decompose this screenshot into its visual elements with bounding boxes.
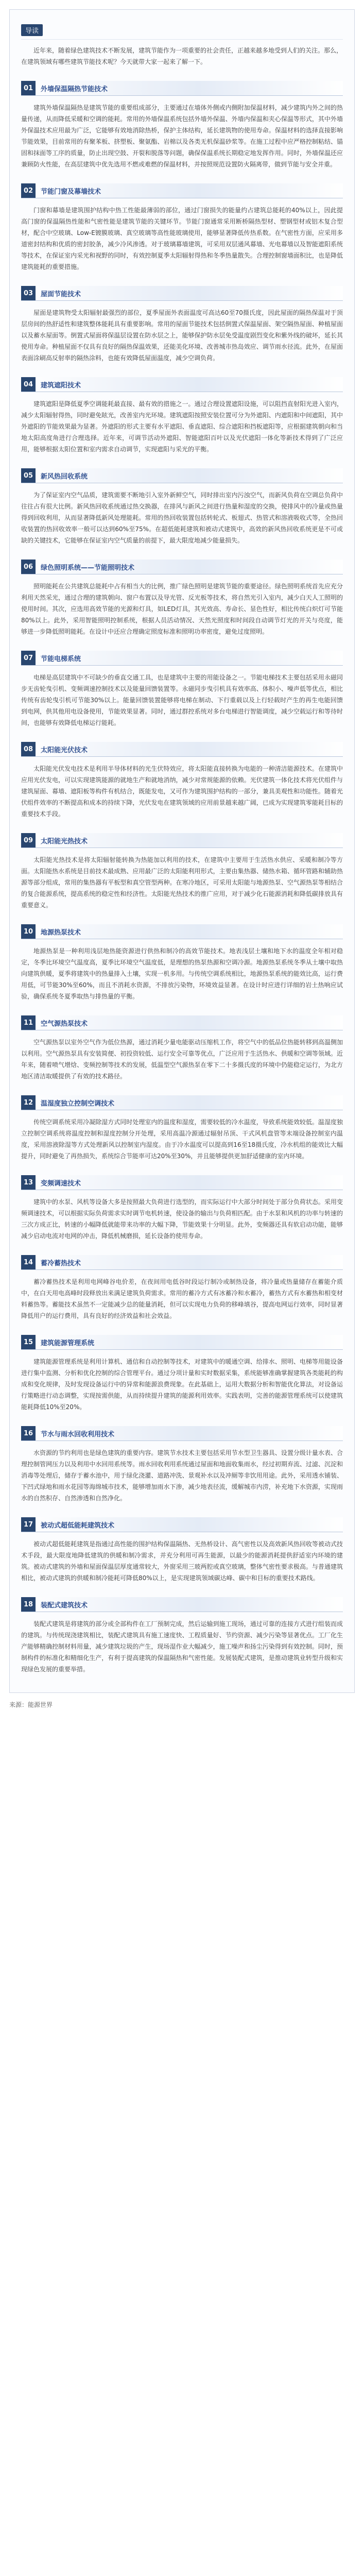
section-number-badge: 05 — [21, 468, 36, 483]
section-number-badge: 03 — [21, 286, 36, 300]
article-section — [21, 1095, 343, 1162]
section-body: 照明能耗在公共建筑总能耗中占有相当大的比例，推广绿色照明是建筑节能的重要途径。绿色照明系统首先应充分利用天然采光，通过合理的建筑朝向、窗户布置以及导光管、反光板等技术，将自然光引入室内，减少白天人工照明的使用时间。其次，应选用高效节能的光源和灯具，如LED灯具，其光效高、寿命长、显色性好，相比传统白炽灯可节能80%以上。此外，采用智能照明控制系统，根据人员活动情况、天然光照度和时间段自动调节灯光的开关与亮度，能够进一步降低照明能耗。在设计中还应合理确定照度标准和照明功率密度，避免过度照明。 — [21, 583, 343, 635]
section-header — [21, 1517, 343, 1532]
section-body: 屋面是建筑物受太阳辐射最强烈的部位，夏季屋面外表面温度可高达60至70摄氏度，因此屋面的隔热保温对于顶层房间的热舒适性和建筑整体能耗具有重要影响。常用的屋面节能技术包括倒置式保温屋面、架空隔热屋面、种植屋面以及蓄水屋面等。倒置式屋面将保温层设置在防水层之上，能够保护防水层免受温度剧烈变化和紫外线的破坏，延长其使用寿命。种植屋面不仅具有良好的隔热保温效果，还能美化环境、改善城市热岛效应、调节雨水径流。此外，在屋面表面涂刷高反射率的隔热涂料，也能有效降低屋面温度，减少空调负荷。 — [21, 309, 343, 362]
section-number-badge: 17 — [21, 1517, 36, 1532]
section-header — [21, 377, 343, 392]
article-section — [21, 377, 343, 455]
section-body: 地源热泵是一种利用浅层地热能资源进行供热和制冷的高效节能技术。地表浅层土壤和地下水的温度全年相对稳定，冬季比环境空气温度高，夏季比环境空气温度低，是理想的热泵热源和空调冷源。地源热泵系统冬季从土壤中取热向建筑供暖，夏季将建筑中的热量排入土壤，实现一机多用。与传统空调系统相比，地源热泵系统的能效比高，运行费用低，可节能30%至60%，而且不消耗水资源，不排放污染物，环境效益显著。在设计时应进行详细的岩土热响应试验，确保系统冬夏季取热与排热量的平衡。 — [21, 947, 343, 1000]
article-section — [21, 651, 343, 728]
section-title: 建筑能源管理系统 — [41, 1339, 95, 1347]
footer-source-name: 能源世界 — [28, 1701, 53, 1708]
section-header — [21, 1015, 343, 1030]
section-number-badge: 07 — [21, 651, 36, 665]
article-card — [9, 9, 355, 1693]
section-title: 屋面节能技术 — [41, 290, 81, 298]
article-section — [21, 1015, 343, 1082]
section-number-badge: 15 — [21, 1335, 36, 1349]
section-number-badge: 08 — [21, 742, 36, 756]
section-title: 节水与雨水回收利用技术 — [41, 1430, 115, 1438]
section-body: 建筑能源管理系统是利用计算机、通信和自动控制等技术，对建筑中的暖通空调、给排水、照明、电梯等用能设备进行集中监测、分析和优化控制的综合管理平台。通过分项计量和实时数据采集，系统能够准确掌握建筑各类能耗的构成和变化规律，及时发现设备运行中的异常和能源浪费现象。在此基础上，运用大数据分析和智能优化算法，对设备运行策略进行动态调整，实现按需供能，从而持续提升建筑的能源利用效率。实践表明，完善的能源管理系统可以使建筑能耗降低10%至20%。 — [21, 1358, 343, 1411]
section-body: 太阳能光热技术是将太阳辐射能转换为热能加以利用的技术，在建筑中主要用于生活热水供应、采暖和制冷等方面。太阳能热水系统是目前技术最成熟、应用最广泛的太阳能利用形式，主要由集热器、储热水箱、循环管路和辅助热源等部分组成，常用的集热器有平板型和真空管型两种。在寒冷地区，可采用太阳能与地源热泵、空气源热泵等相结合的复合能源系统，提高系统的稳定性和经济性。太阳能光热技术的推广应用，对于减少化石能源消耗和降低碳排放具有重要意义。 — [21, 856, 343, 909]
article-section — [21, 742, 343, 820]
intro-header — [21, 24, 343, 40]
section-title: 被动式超低能耗建筑技术 — [41, 1521, 115, 1530]
section-title: 节能电梯系统 — [41, 655, 81, 663]
article-section — [21, 833, 343, 911]
section-header — [21, 1175, 343, 1190]
section-body: 被动式超低能耗建筑是指通过高性能的围护结构保温隔热、无热桥设计、高气密性以及高效新风热回收等被动式技术手段，最大限度地降低建筑的供暖和制冷需求，并充分利用可再生能源，以最少的能源消耗提供舒适室内环境的建筑。被动式建筑的外墙和屋面保温层厚度通常较大，外窗采用三玻两腔或真空玻璃，整体气密性要求极高。与普通建筑相比，被动式建筑的供暖和制冷能耗可降低80%以上，是实现建筑领域碳达峰、碳中和目标的重要技术路线。 — [21, 1540, 343, 1582]
section-body: 建筑外墙保温隔热是建筑节能的重要组成部分，主要通过在墙体外侧或内侧附加保温材料，减少建筑内外之间的热量传递，从而降低采暖和空调的能耗。常用的外墙保温系统包括外墙外保温、外墙内保温和夹心保温等形式，其中外墙外保温技术应用最为广泛，它能够有效地消除热桥，保护主体结构，延长建筑物的使用寿命。保温材料的选择直接影响节能效果，目前常用的有聚苯板、挤塑板、聚氨酯、岩棉以及各类无机保温砂浆等。在施工过程中应严格控制粘结、锚固和抹面等工序的质量，防止出现空鼓、开裂和脱落等问题，确保保温系统长期稳定地发挥作用。同时，外墙保温还应兼顾防火性能，在高层建筑中优先选用不燃或难燃的保温材料，并按照规范设置防火隔离带，做到节能与安全并重。 — [21, 104, 343, 168]
section-title: 太阳能光伏技术 — [41, 746, 88, 754]
article-section — [21, 81, 343, 170]
section-body: 建筑遮阳是降低夏季空调能耗最直接、最有效的措施之一。通过合理设置遮阳设施，可以阻挡直射阳光进入室内，减少太阳辐射得热，同时避免眩光，改善室内光环境。建筑遮阳按照安装位置可分为外遮阳、内遮阳和中间遮阳，其中外遮阳的节能效果最为显著。外遮阳的形式主要有水平遮阳、垂直遮阳、综合遮阳和挡板遮阳等，应根据建筑朝向和当地太阳高度角进行合理选择。近年来，可调节活动外遮阳、智能遮阳百叶以及光伏遮阳一体化等新技术得到了广泛应用，能够根据太阳位置和室内需求自动调节，实现遮阳与采光的平衡。 — [21, 400, 343, 453]
section-title: 空气源热泵技术 — [41, 1020, 88, 1028]
section-number-badge: 13 — [21, 1175, 36, 1190]
section-header — [21, 742, 343, 757]
sections-container — [21, 81, 343, 1675]
section-body: 空气源热泵以室外空气作为低位热源，通过消耗少量电能驱动压缩机工作，将空气中的低品位热能转移到高温侧加以利用。空气源热泵具有安装简便、初投资较低、运行安全可靠等优点，广泛应用于生活热水、供暖和空调等领域。近年来，随着喷气增焓、变频控制等技术的发展，低温型空气源热泵在零下二十多摄氏度的环境中仍能稳定运行，为北方地区清洁取暖提供了有效的技术路径。 — [21, 1039, 343, 1080]
section-header — [21, 560, 343, 574]
footer-source — [9, 1700, 355, 1709]
section-title: 地源热泵技术 — [41, 928, 81, 937]
article-section — [21, 1597, 343, 1675]
footer-label: 来源： — [9, 1701, 28, 1708]
article-section — [21, 286, 343, 364]
intro-tag: 导读 — [21, 24, 43, 36]
section-body: 水资源的节约利用也是绿色建筑的重要内容。建筑节水技术主要包括采用节水型卫生器具、设置分级计量水表、合理控制管网压力以及利用中水回用系统等。雨水回收利用系统通过屋面和地面收集雨水，经过初期弃流、过滤、沉淀和消毒等处理后，储存于蓄水池中，用于绿化浇灌、道路冲洗、景观补水以及冲厕等非饮用用途。此外，采用透水铺装、下凹式绿地和雨水花园等海绵城市技术，能够增加雨水下渗，减少地表径流，缓解城市内涝，补充地下水资源，实现雨水的自然积存、自然渗透和自然净化。 — [21, 1449, 343, 1502]
section-number-badge: 18 — [21, 1597, 36, 1612]
section-title: 太阳能光热技术 — [41, 837, 88, 845]
section-body: 电梯是高层建筑中不可缺少的垂直交通工具，也是建筑中主要的用能设备之一。节能电梯技术主要包括采用永磁同步无齿轮曳引机、变频调速控制技术以及能量回馈装置等。永磁同步曳引机具有效率高、体积小、噪声低等优点，相比传统有齿轮曳引机可节能30%以上。能量回馈装置能够将电梯在制动、下行重载以及上行轻载时产生的再生电能回馈到电网，供其他用电设备使用，节能效果显著。同时，通过群控系统对多台电梯进行智能调度，减少空载运行和等待时间，也能够有效降低电梯运行能耗。 — [21, 674, 343, 726]
section-header — [21, 81, 343, 96]
intro-paragraph: 近年来，随着绿色建筑技术不断发展，建筑节能作为一项重要的社会责任，正越来越多地受到人们的关注。那么，在建筑领域有哪些建筑节能技术呢？今天就带大家一起来了解一下。 — [21, 47, 343, 65]
section-title: 变频调速技术 — [41, 1179, 81, 1188]
section-body: 太阳能光伏发电技术是利用半导体材料的光生伏特效应，将太阳能直接转换为电能的一种清洁能源技术。在建筑中应用光伏发电，可以实现建筑能源的就地生产和就地消纳，减少对常规能源的依赖。光伏建筑一体化技术将光伏组件与建筑屋面、幕墙、遮阳板等构件有机结合，既能发电，又可作为建筑围护结构的一部分，兼具美观性和功能性。随着光伏组件效率的不断提高和成本的持续下降，光伏发电在建筑领域的应用前景越来越广阔，已成为实现建筑零能耗目标的重要技术手段。 — [21, 765, 343, 818]
article-section — [21, 183, 343, 273]
article-section — [21, 1175, 343, 1242]
section-header — [21, 1095, 343, 1110]
section-number-badge: 10 — [21, 924, 36, 939]
section-body: 门窗和幕墙是建筑围护结构中热工性能最薄弱的部位，通过门窗损失的能量约占建筑总能耗的40%以上，因此提高门窗的保温隔热性能和气密性能是建筑节能的关键环节。节能门窗通常采用断桥隔热型材、塑钢型材或铝木复合型材，配合中空玻璃、Low-E镀膜玻璃、真空玻璃等高性能玻璃使用，能够显著降低传热系数。在气密性方面，应采用多道密封结构和优质的密封胶条，减少冷风渗透。对于玻璃幕墙建筑，可采用双层通风幕墙、光电幕墙以及智能遮阳系统等技术，在保证室内采光和视野的同时，有效控制夏季太阳辐射得热和冬季热量散失。合理控制窗墙面积比，也是降低建筑能耗的重要措施。 — [21, 207, 343, 270]
section-header — [21, 833, 343, 848]
section-header — [21, 183, 343, 198]
article-section — [21, 1426, 343, 1504]
section-header — [21, 1426, 343, 1441]
section-title: 温湿度独立控制空调技术 — [41, 1099, 115, 1108]
section-number-badge: 06 — [21, 560, 36, 574]
article-section — [21, 1255, 343, 1321]
section-body: 为了保证室内空气品质，建筑需要不断地引入室外新鲜空气，同时排出室内污浊空气，而新风负荷在空调总负荷中往往占有很大比例。新风热回收系统通过热交换器，在排风与新风之间进行热量和湿度的交换，使排风中的冷量或热量得到回收利用，从而显著降低新风处理能耗。常用的热回收装置包括转轮式、板翅式、热管式和溶液吸收式等，全热回收装置的热回收效率一般可以达到60%至75%。在超低能耗建筑和被动式建筑中，高效的新风热回收系统更是不可或缺的关键技术，它能够在保证室内空气质量的前提下，最大限度地减少能量损失。 — [21, 492, 343, 544]
section-body: 建筑中的水泵、风机等设备大多是按照最大负荷进行选型的，而实际运行中大部分时间处于部分负荷状态。采用变频调速技术，可以根据实际负荷需求实时调节电机转速，使设备的输出与负荷相匹配。由于水泵和风机的功率与转速的三次方成正比，转速的小幅降低就能带来功率的大幅下降，节能效果十分明显。此外，变频器还具有软启动功能，能够减少启动电流对电网的冲击，降低机械磨损，延长设备的使用寿命。 — [21, 1198, 343, 1240]
section-header — [21, 651, 343, 666]
article-section — [21, 924, 343, 1002]
section-number-badge: 12 — [21, 1095, 36, 1110]
section-title: 节能门窗及幕墙技术 — [41, 188, 101, 196]
section-header — [21, 286, 343, 301]
section-title: 建筑遮阳技术 — [41, 381, 81, 389]
article-section — [21, 1517, 343, 1584]
article-section — [21, 1335, 343, 1413]
section-title: 外墙保温隔热节能技术 — [41, 85, 108, 93]
article-section — [21, 468, 343, 546]
section-body: 传统空调系统采用冷凝除湿方式同时处理室内的温度和湿度，需要较低的冷水温度，导致系统能效较低。温湿度独立控制空调系统将温度控制和湿度控制分开处理，采用高温冷源通过辐射吊顶、干式风机盘管等末端设备控制室内温度，采用溶液除湿等方式处理新风以控制室内湿度。由于冷水温度可以提高到16至18摄氏度，冷水机组的能效比大幅提升，同时避免了再热损失，系统综合节能率可达20%至30%，并且能够提供更加舒适健康的室内环境。 — [21, 1118, 343, 1160]
section-number-badge: 16 — [21, 1426, 36, 1440]
section-number-badge: 09 — [21, 833, 36, 848]
section-title: 新风热回收系统 — [41, 472, 88, 481]
section-header — [21, 1255, 343, 1270]
section-header — [21, 1597, 343, 1612]
section-title: 蓄冷蓄热技术 — [41, 1259, 81, 1267]
section-number-badge: 14 — [21, 1255, 36, 1269]
section-header — [21, 924, 343, 939]
section-body: 蓄冷蓄热技术是利用电网峰谷电价差，在夜间用电低谷时段运行制冷或制热设备，将冷量或热量储存在蓄能介质中，在白天用电高峰时段释放出来满足建筑负荷需求。常用的蓄冷方式有冰蓄冷和水蓄冷，蓄热方式有水蓄热和相变材料蓄热等。蓄能技术虽然不一定能减少总的能量消耗，但可以实现电力负荷的移峰填谷，提高电网运行效率，同时显著降低用户的运行费用，具有良好的经济效益和社会效益。 — [21, 1278, 343, 1319]
section-header — [21, 1335, 343, 1350]
section-body: 装配式建筑是将建筑的部分或全部构件在工厂预制完成，然后运输到施工现场，通过可靠的连接方式进行组装而成的建筑。与传统现浇建筑相比，装配式建筑具有施工速度快、工程质量好、节约资源、减少污染等显著优点。工厂化生产能够精确控制材料用量，减少建筑垃圾的产生，现场湿作业大幅减少，施工噪声和扬尘污染得到有效控制。同时，预制构件的标准化和精细化生产，有利于提高建筑的保温隔热和气密性能。发展装配式建筑，是推动建筑业转型升级和实现绿色发展的重要举措。 — [21, 1620, 343, 1673]
section-title: 装配式建筑技术 — [41, 1601, 88, 1609]
article-section — [21, 560, 343, 637]
section-number-badge: 02 — [21, 183, 36, 198]
section-number-badge: 01 — [21, 81, 36, 95]
section-title: 绿色照明系统——节能照明技术 — [41, 564, 135, 572]
section-number-badge: 11 — [21, 1015, 36, 1030]
section-number-badge: 04 — [21, 377, 36, 392]
section-header — [21, 468, 343, 483]
